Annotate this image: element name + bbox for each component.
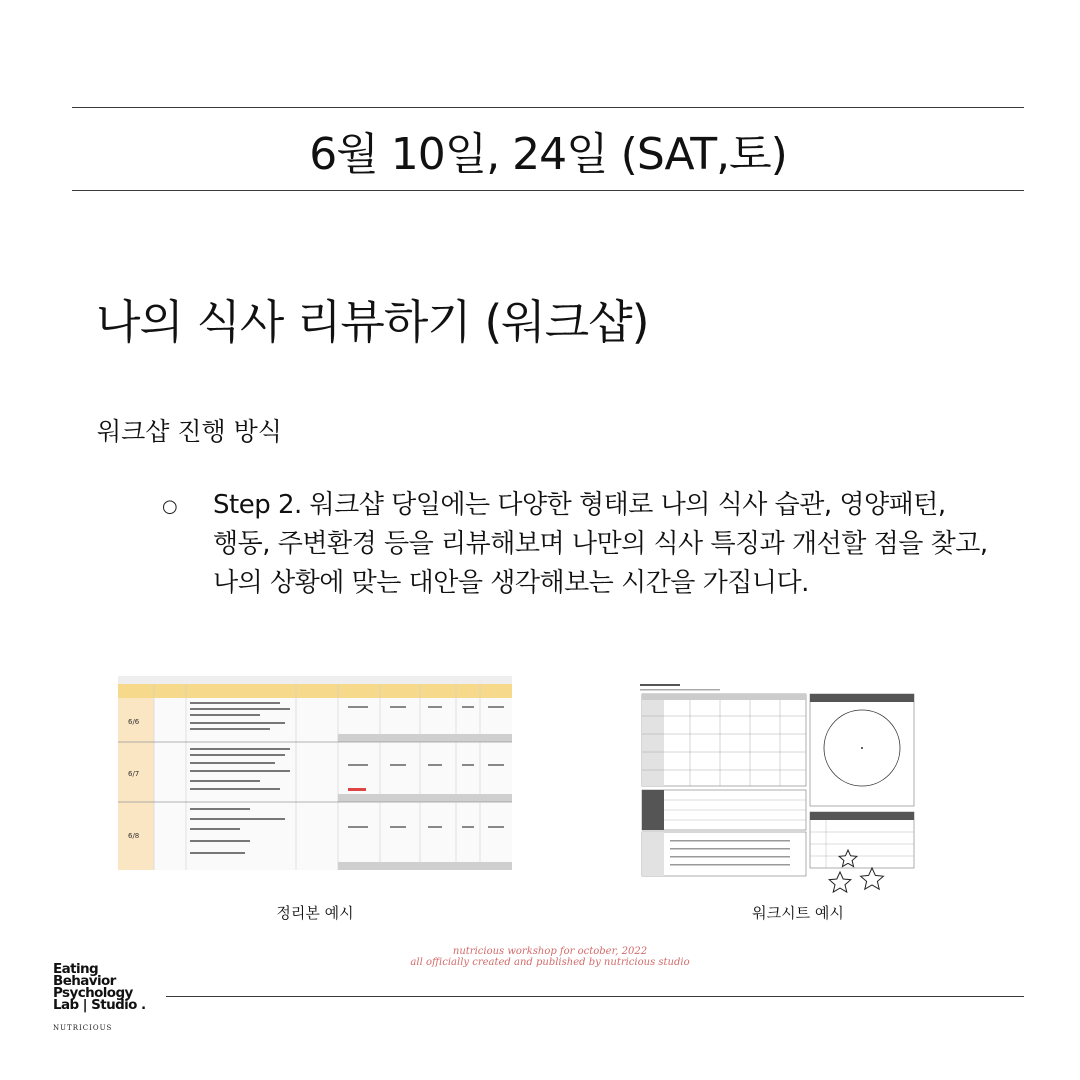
logo-line: Lab | Studio . [53,997,146,1013]
summary-table-example-image [118,676,512,870]
page-title: 나의 식사 리뷰하기 (워크샵) [96,295,649,349]
step-line: 나의 상황에 맞는 대안을 생각해보는 시간을 가집니다. [213,568,809,598]
date-cell: 6/7 [128,770,140,778]
step-line: Step 2. 워크샵 당일에는 다양한 형태로 나의 식사 습관, 영양패턴, [213,490,946,520]
step-description [213,486,1033,603]
logo-line: Eating [53,961,99,977]
worksheet-example-caption: 워크시트 예시 [752,904,844,922]
header-divider [72,190,1024,191]
footer-divider [166,996,1024,997]
footer-note-line: nutricious workshop for october, 2022 [452,946,648,957]
section-label: 워크샵 진행 방식 [97,417,282,446]
date-title: 6월 10일, 24일 (SAT,토) [309,129,787,180]
logo-subtitle: NUTRICIOUS [53,1024,113,1032]
footer-note-line: all officially created and published by nutricious studio [410,957,690,968]
studio-logo [53,963,146,1011]
bullet-icon: ○ [162,496,178,517]
date-cell: 6/8 [128,832,140,840]
summary-example-caption: 정리본 예시 [276,904,354,922]
footer-note [330,946,770,968]
logo-line: Behavior [53,973,116,989]
worksheet-example-image [640,682,916,900]
step-line: 행동, 주변환경 등을 리뷰해보며 나만의 식사 특징과 개선할 점을 찾고, [213,529,988,559]
logo-line: Psychology [53,985,133,1001]
date-cell: 6/6 [128,718,140,726]
top-divider [72,107,1024,108]
